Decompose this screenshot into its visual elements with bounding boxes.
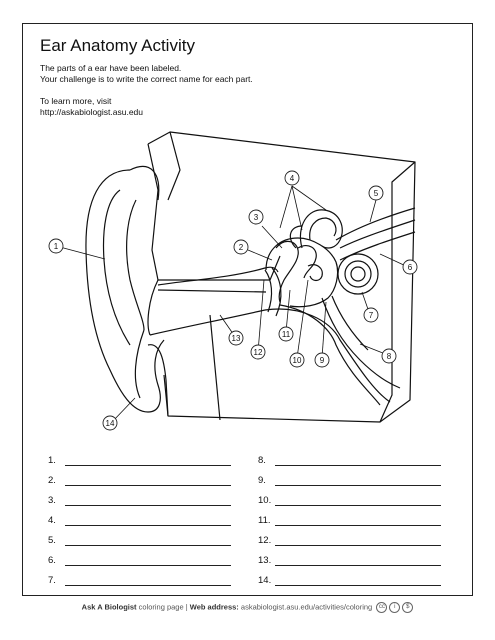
cochlea: [338, 254, 378, 294]
ear-diagram: [40, 130, 440, 435]
malleus: [276, 241, 298, 302]
svg-text:14: 14: [105, 419, 115, 428]
intro-line-2: Your challenge is to write the correct name for each part.: [40, 74, 253, 84]
answer-row-8[interactable]: 8.: [258, 455, 441, 466]
label-6: [403, 260, 417, 274]
svg-text:9: 9: [319, 356, 325, 365]
answer-row-4[interactable]: 4.: [48, 515, 231, 526]
answer-line[interactable]: [65, 515, 231, 526]
answer-list: [48, 455, 458, 590]
incus: [298, 246, 316, 278]
ear-canal: [158, 267, 278, 285]
learn-more: [40, 96, 143, 118]
answer-row-7[interactable]: 7.: [48, 575, 231, 586]
answer-line[interactable]: [275, 555, 441, 566]
footer-url[interactable]: askabiologist.asu.edu/activities/coloring: [238, 602, 373, 612]
answer-row-3[interactable]: 3.: [48, 495, 231, 506]
svg-text:2: 2: [238, 243, 244, 252]
stapes: [308, 265, 322, 281]
answer-line[interactable]: [65, 475, 231, 486]
answer-line[interactable]: [275, 495, 441, 506]
answer-row-11[interactable]: 11.: [258, 515, 441, 526]
label-8: [382, 349, 396, 363]
label-13: [229, 331, 243, 345]
answer-row-10[interactable]: 10.: [258, 495, 441, 506]
pinna-outline: [86, 170, 164, 412]
svg-text:6: 6: [407, 263, 413, 272]
answer-row-13[interactable]: 13.: [258, 555, 441, 566]
label-1: [49, 239, 63, 253]
label-10: [290, 353, 304, 367]
svg-text:7: 7: [368, 311, 374, 320]
answer-line[interactable]: [65, 455, 231, 466]
answer-line[interactable]: [65, 535, 231, 546]
svg-text:12: 12: [253, 348, 263, 357]
footer-web-label: Web address:: [189, 602, 239, 612]
skull-block-outline: [148, 132, 415, 422]
nc-icon: $: [402, 602, 413, 613]
answer-line[interactable]: [65, 575, 231, 586]
label-14: [103, 416, 117, 430]
footer-brand: Ask A Biologist: [81, 602, 137, 612]
answer-line[interactable]: [275, 535, 441, 546]
answer-line[interactable]: [65, 495, 231, 506]
svg-text:10: 10: [292, 356, 302, 365]
answer-row-1[interactable]: 1.: [48, 455, 231, 466]
label-7: [364, 308, 378, 322]
svg-text:8: 8: [386, 352, 392, 361]
svg-text:11: 11: [281, 330, 291, 339]
answer-row-9[interactable]: 9.: [258, 475, 441, 486]
label-4: [285, 171, 299, 185]
diagram-labels: [49, 171, 417, 430]
answer-line[interactable]: [275, 475, 441, 486]
footer: [0, 602, 495, 613]
answer-line[interactable]: [65, 555, 231, 566]
eardrum: [265, 270, 272, 312]
svg-text:5: 5: [373, 189, 379, 198]
footer-text-1: coloring page |: [136, 602, 190, 612]
intro-line-1: The parts of a ear have been labeled.: [40, 63, 182, 73]
label-3: [249, 210, 263, 224]
label-9: [315, 353, 329, 367]
answer-row-14[interactable]: 14.: [258, 575, 441, 586]
cc-icon: cc: [376, 602, 387, 613]
answer-line[interactable]: [275, 455, 441, 466]
learn-more-text: To learn more, visit: [40, 96, 112, 106]
label-11: [279, 327, 293, 341]
learn-more-url[interactable]: http://askabiologist.asu.edu: [40, 107, 144, 117]
by-icon: i: [389, 602, 400, 613]
answer-line[interactable]: [275, 575, 441, 586]
answer-line[interactable]: [275, 515, 441, 526]
answer-row-6[interactable]: 6.: [48, 555, 231, 566]
svg-text:4: 4: [289, 174, 295, 183]
svg-text:1: 1: [53, 242, 59, 251]
intro-text: [40, 63, 253, 85]
label-2: [234, 240, 248, 254]
auditory-nerve: [340, 220, 415, 248]
svg-text:13: 13: [231, 334, 241, 343]
answer-row-5[interactable]: 5.: [48, 535, 231, 546]
svg-text:3: 3: [253, 213, 259, 222]
label-12: [251, 345, 265, 359]
label-5: [369, 186, 383, 200]
page-title: Ear Anatomy Activity: [40, 36, 195, 55]
answer-row-2[interactable]: 2.: [48, 475, 231, 486]
answer-row-12[interactable]: 12.: [258, 535, 441, 546]
